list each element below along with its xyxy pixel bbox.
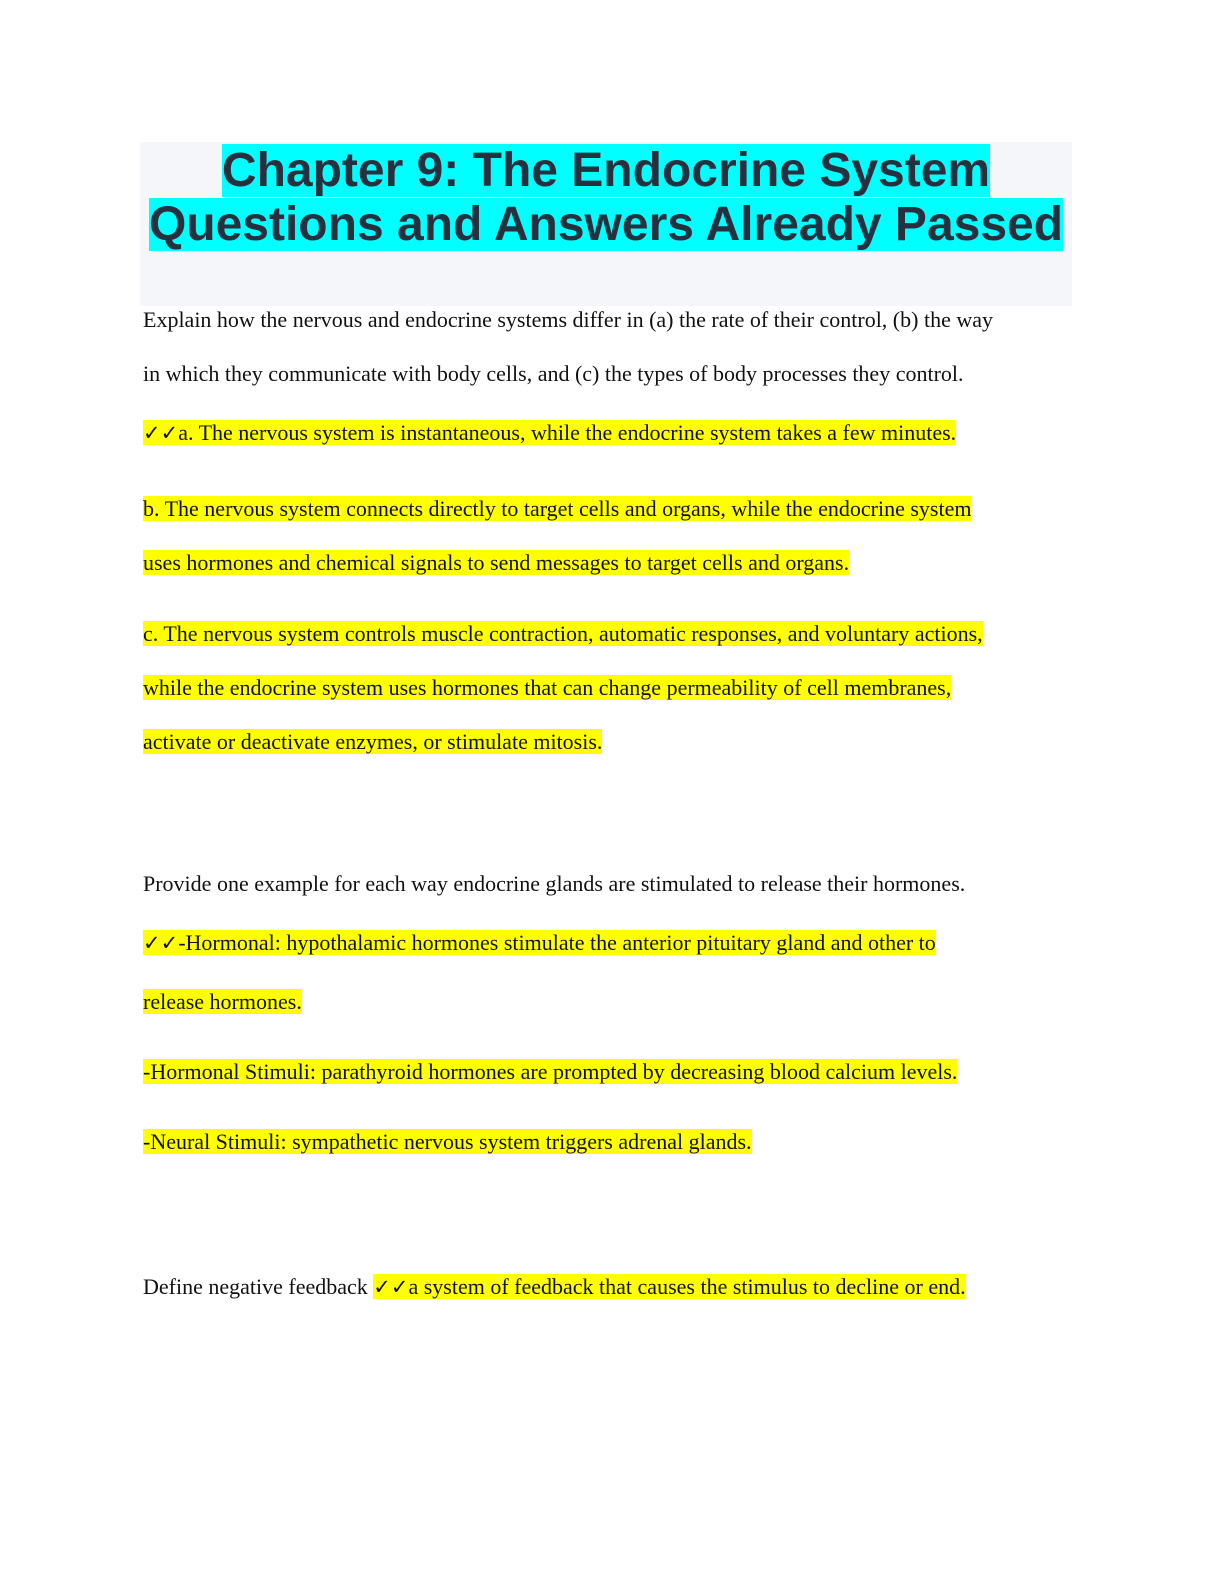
title-line-1: Chapter 9: The Endocrine System — [221, 144, 991, 197]
q2-question: Provide one example for each way endocrine glands are stimulated to release their hormones. — [143, 871, 966, 896]
q1-answer-c-line-1: c. The nervous system controls muscle contraction, automatic responses, and voluntary actions, — [143, 621, 983, 646]
check-mark-icon: ✓✓ — [373, 1275, 409, 1299]
title-block — [140, 142, 1072, 306]
q3-line — [143, 1272, 966, 1302]
q3-question: Define negative feedback — [143, 1274, 374, 1299]
q1-question-line-1: Explain how the nervous and endocrine systems differ in (a) the rate of their control, (b) the way — [143, 307, 993, 332]
q1-answer-c-line-2: while the endocrine system uses hormones that can change permeability of cell membranes, — [143, 675, 952, 700]
q3-answer: a system of feedback that causes the stimulus to decline or end. — [408, 1274, 966, 1299]
q2-answer-line-1: ✓✓-Hormonal: hypothalamic hormones stimulate the anterior pituitary gland and other to — [143, 930, 936, 955]
check-mark-icon: ✓✓ — [143, 931, 179, 955]
q2-answer-line-3: -Hormonal Stimuli: parathyroid hormones are prompted by decreasing blood calcium levels. — [143, 1059, 958, 1084]
q1-answer-a: ✓✓a. The nervous system is instantaneous, while the endocrine system takes a few minutes. — [143, 420, 957, 445]
q1-answer-b-line-2: uses hormones and chemical signals to send messages to target cells and organs. — [143, 550, 850, 575]
q2-answer-line-4: -Neural Stimuli: sympathetic nervous system triggers adrenal glands. — [143, 1129, 752, 1154]
q1-answer-c-line-3: activate or deactivate enzymes, or stimulate mitosis. — [143, 729, 603, 754]
q1-answer-b-line-1: b. The nervous system connects directly to target cells and organs, while the endocrine system — [143, 496, 972, 521]
q2-answer-line-2: release hormones. — [143, 989, 302, 1014]
title-line-2: Questions and Answers Already Passed — [148, 198, 1064, 251]
document-title — [140, 142, 1072, 252]
check-mark-icon: ✓✓ — [143, 421, 179, 445]
q1-question-line-2: in which they communicate with body cells, and (c) the types of body processes they control. — [143, 361, 964, 386]
